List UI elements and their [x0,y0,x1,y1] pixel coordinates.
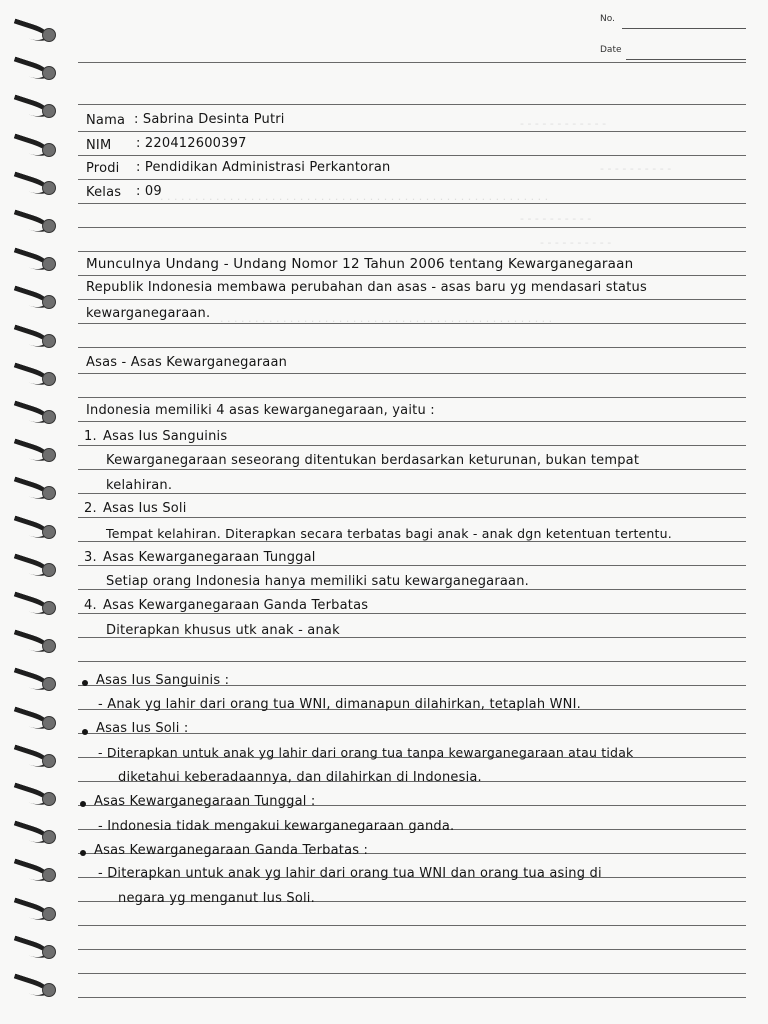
ruled-line [78,589,746,590]
spiral-ring [12,213,52,231]
kelas-value: : 09 [136,184,162,199]
item-1-num: 1. [84,429,97,444]
spiral-ring [12,22,52,40]
bullet-1-desc-1: - Anak yg lahir dari orang tua WNI, dimanapun dilahirkan, tetaplah WNI. [98,697,581,712]
bullet-2-desc-1: - Diterapkan untuk anak yg lahir dari orang tua tanpa kewarganegaraan atau tidak [98,745,634,760]
spiral-ring [12,939,52,957]
list-intro: Indonesia memiliki 4 asas kewarganegaraan, yaitu : [86,403,435,418]
spiral-ring [12,251,52,269]
spiral-ring [12,595,52,613]
spiral-ring [12,862,52,880]
spiral-ring [12,748,52,766]
spiral-ring [12,289,52,307]
bullet-3-title: Asas Kewarganegaraan Tunggal : [94,794,316,809]
spiral-ring [12,137,52,155]
nim-label: NIM [86,138,112,153]
bleed-through: - - - - - - - - - - [540,236,612,249]
item-1-title: Asas Ius Sanguinis [103,429,228,444]
spiral-ring [12,60,52,78]
date-label: Date [600,45,622,55]
spiral-ring [12,710,52,728]
ruled-line [78,565,746,566]
kelas-label: Kelas [86,185,122,200]
bleed-through: . . . . . . . . . . . . . . . . . . . . . . . . . . . . . . . . . . . . . . . . . . . . . . . . [220,312,553,325]
ruled-line [78,227,746,228]
item-4-title: Asas Kewarganegaraan Ganda Terbatas [103,598,369,613]
no-line [622,28,746,29]
bullet-2-title: Asas Ius Soli : [96,721,189,736]
item-2-desc-1: Tempat kelahiran. Diterapkan secara terbatas bagi anak - anak dgn ketentuan tertentu. [106,526,672,541]
ruled-line [78,997,746,998]
bleed-through: . . . . . . . . . . . . . . . . . . . . . . . . . . . . . . . . . . . . . . . . . . . . . . . . . . . . . . . . [160,190,549,203]
bleed-through: - - - - - - - - - - [600,162,672,175]
ruled-line [78,104,746,105]
ruled-line [78,203,746,204]
bullet-4-desc-1: - Diterapkan untuk anak yg lahir dari orang tua WNI dan orang tua asing di [98,866,602,881]
ruled-line [78,973,746,974]
nim-value: : 220412600397 [136,136,247,151]
bleed-through: - - - - - - - - - - - - [520,117,607,130]
date-line [626,59,746,60]
intro-line-3: kewarganegaraan. [86,306,211,321]
item-4-num: 4. [84,598,97,613]
ruled-line [78,299,746,300]
ruled-line [78,493,746,494]
spiral-ring [12,786,52,804]
name-value: : Sabrina Desinta Putri [134,112,285,127]
ruled-line [78,131,746,132]
spiral-ring [12,824,52,842]
spiral-ring [12,442,52,460]
item-1-desc-1: Kewarganegaraan seseorang ditentukan berdasarkan keturunan, bukan tempat [106,453,640,468]
item-3-title: Asas Kewarganegaraan Tunggal [103,550,316,565]
item-2-num: 2. [84,501,97,516]
ruled-line [78,613,746,614]
ruled-line [78,661,746,662]
prodi-value: : Pendidikan Administrasi Perkantoran [136,160,391,175]
bullet-dot [82,729,88,735]
item-3-desc-1: Setiap orang Indonesia hanya memiliki satu kewarganegaraan. [106,574,529,589]
intro-line-1: Munculnya Undang - Undang Nomor 12 Tahun 2006 tentang Kewarganegaraan [86,256,634,272]
ruled-line [78,469,746,470]
ruled-line [78,373,746,374]
item-2-title: Asas Ius Soli [103,501,187,516]
spiral-ring [12,404,52,422]
section-title: Asas - Asas Kewarganegaraan [86,355,288,370]
name-label: Nama [86,113,126,128]
ruled-line [78,251,746,252]
spiral-ring [12,977,52,995]
bullet-4-title: Asas Kewarganegaraan Ganda Terbatas : [94,843,369,858]
ruled-line [78,155,746,156]
spiral-ring [12,98,52,116]
spiral-ring [12,366,52,384]
spiral-ring [12,557,52,575]
ruled-line [78,925,746,926]
bullet-4-desc-2: negara yg menganut Ius Soli. [118,891,315,906]
ruled-line [78,517,746,518]
bullet-dot [82,680,88,686]
spiral-ring [12,480,52,498]
spiral-ring [12,519,52,537]
ruled-line [78,275,746,276]
spiral-ring [12,671,52,689]
ruled-line [78,949,746,950]
spiral-ring [12,633,52,651]
ruled-line [78,541,746,542]
prodi-label: Prodi [86,161,120,176]
item-4-desc-1: Diterapkan khusus utk anak - anak [106,623,340,638]
item-3-num: 3. [84,550,97,565]
no-label: No. [600,14,615,24]
bullet-1-title: Asas Ius Sanguinis : [96,673,230,688]
spiral-ring [12,901,52,919]
bullet-3-desc-1: - Indonesia tidak mengakui kewarganegaraan ganda. [98,819,455,834]
bullet-dot [80,801,86,807]
item-1-desc-2: kelahiran. [106,478,173,493]
ruled-line [78,421,746,422]
ruled-line [78,179,746,180]
bullet-dot [80,850,86,856]
spiral-ring [12,175,52,193]
ruled-line [78,347,746,348]
spiral-ring [12,328,52,346]
ruled-line [78,62,746,63]
ruled-line [78,397,746,398]
ruled-line [78,445,746,446]
bullet-2-desc-2: diketahui keberadaannya, dan dilahirkan di Indonesia. [118,770,482,785]
bleed-through: - - - - - - - - - - [520,212,592,225]
spiral-binding [0,0,60,1024]
intro-line-2: Republik Indonesia membawa perubahan dan asas - asas baru yg mendasari status [86,280,647,295]
